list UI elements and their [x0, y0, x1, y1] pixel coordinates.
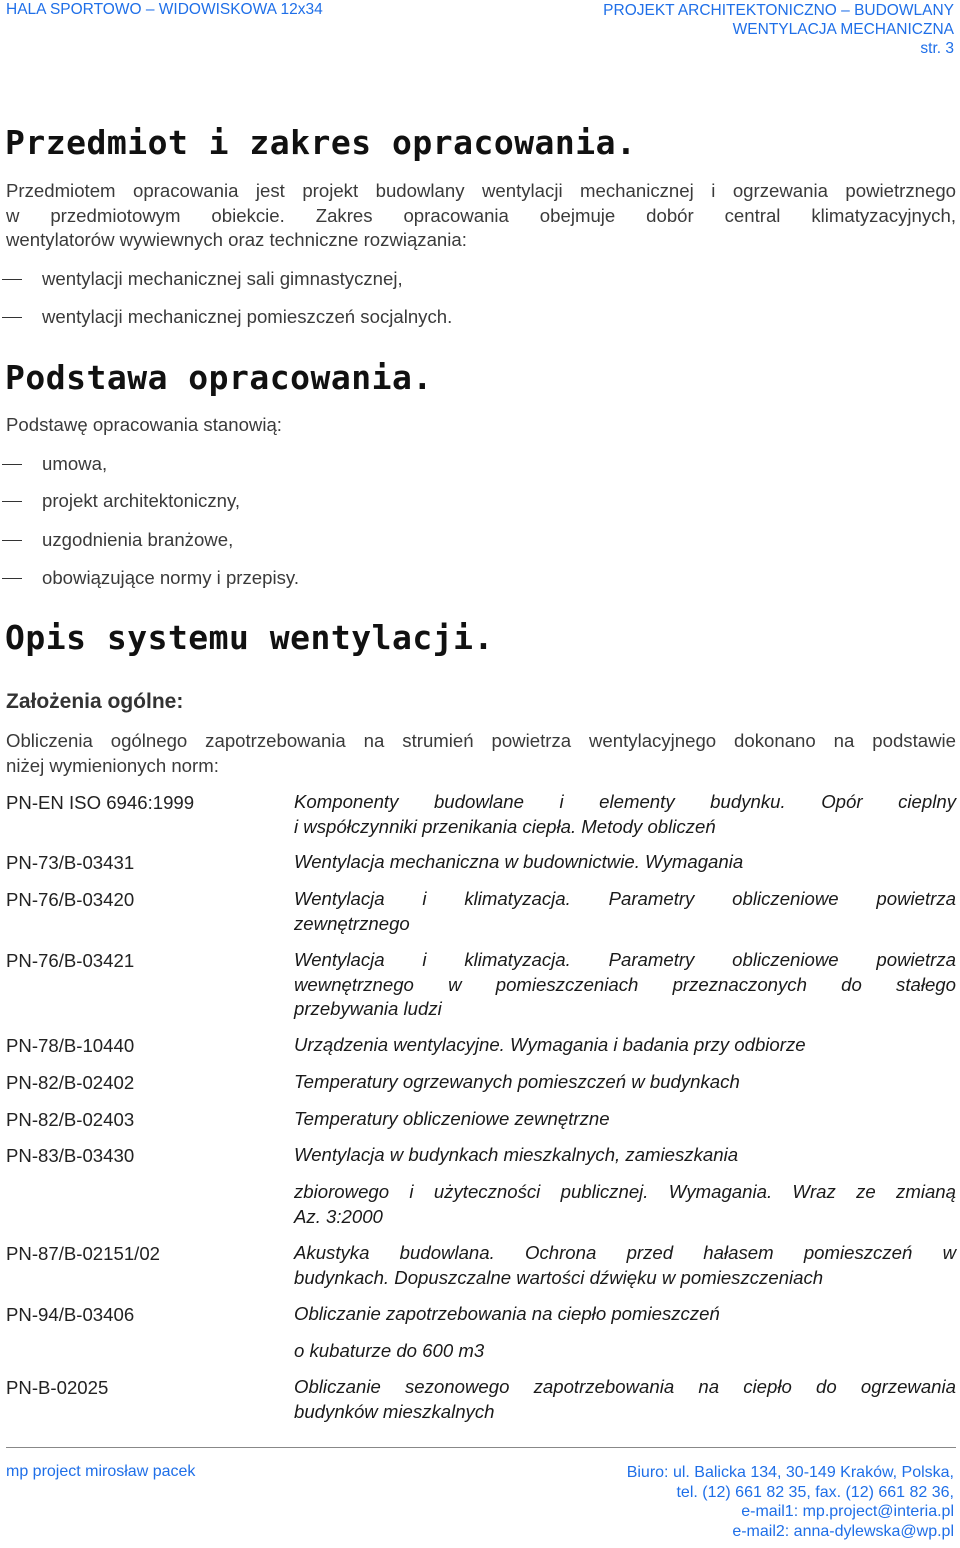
- dash-bullet: [2, 501, 22, 502]
- section-title-przedmiot: Przedmiot i zakres opracowania.: [5, 123, 637, 162]
- bullet-text: wentylacji mechanicznej pomieszczeń socjalnych.: [42, 306, 453, 327]
- norm-description-line: Komponenty budowlane i elementy budynku. Opór cieplny: [294, 791, 956, 812]
- norm-description-line: Akustyka budowlana. Ochrona przed hałasem pomieszczeń w: [294, 1242, 956, 1263]
- paragraph-line: Przedmiotem opracowania jest projekt budowlany wentylacji mechanicznej i ogrzewania powietrznego: [6, 180, 956, 201]
- paragraph-line: niżej wymienionych norm:: [6, 754, 219, 776]
- section-title-podstawa: Podstawa opracowania.: [5, 358, 433, 397]
- header-project: [603, 1, 954, 58]
- section-subtitle: Założenia ogólne:: [6, 690, 184, 713]
- header-title: HALA SPORTOWO – WIDOWISKOWA 12x34: [6, 1, 323, 18]
- norm-code: PN-82/B-02403: [6, 1109, 135, 1130]
- section2-intro: Podstawę opracowania stanowią:: [6, 414, 282, 435]
- norm-description-line: przebywania ludzi: [294, 998, 442, 1019]
- norm-description-line: o kubaturze do 600 m3: [294, 1340, 485, 1361]
- norm-description-line: budynków mieszkalnych: [294, 1400, 495, 1422]
- footer-address: Biuro: ul. Balicka 134, 30-149 Kraków, Polska,: [626, 1464, 954, 1481]
- norm-description: [294, 1070, 956, 1095]
- norm-description-line: budynkach. Dopuszczalne wartości dźwięku w pomieszczeniach: [294, 1266, 824, 1288]
- paragraph-line: Obliczenia ogólnego zapotrzebowania na strumień powietrza wentylacyjnego dokonano na podstawie: [6, 730, 956, 751]
- dash-bullet: [2, 279, 22, 280]
- norm-description-line: Wentylacja i klimatyzacja. Parametry obliczeniowe powietrza: [294, 888, 956, 909]
- norm-code: PN-EN ISO 6946:1999: [6, 792, 195, 813]
- norm-description-line: zbiorowego i użyteczności publicznej. Wymagania. Wraz ze zmianą: [294, 1181, 956, 1202]
- norm-description: [294, 948, 956, 1022]
- norm-description: [294, 1143, 956, 1168]
- norm-code: PN-87/B-02151/02: [6, 1243, 161, 1264]
- norm-description-line: Temperatury ogrzewanych pomieszczeń w budynkach: [294, 1071, 740, 1092]
- bullet-text: projekt architektoniczny,: [42, 490, 241, 511]
- norm-description-line: Temperatury obliczeniowe zewnętrzne: [294, 1108, 610, 1129]
- footer-company: mp project mirosław pacek: [6, 1463, 196, 1480]
- norm-description-line: Wentylacja i klimatyzacja. Parametry obliczeniowe powietrza: [294, 949, 956, 970]
- section3-paragraph: [6, 729, 956, 778]
- norm-code: PN-82/B-02402: [6, 1072, 135, 1093]
- norm-description: [294, 1107, 956, 1132]
- norm-code: PN-83/B-03430: [6, 1145, 135, 1166]
- dash-bullet: [2, 464, 22, 465]
- norm-description-line: zewnętrznego: [294, 912, 410, 934]
- dash-bullet: [2, 578, 22, 579]
- norm-description: [294, 887, 956, 936]
- section1-paragraph: [6, 179, 956, 253]
- norm-description: [294, 850, 956, 875]
- footer-phone: tel. (12) 661 82 35, fax. (12) 661 82 36,: [676, 1483, 954, 1501]
- norm-code: PN-76/B-03420: [6, 889, 135, 910]
- norm-code: PN-78/B-10440: [6, 1035, 135, 1056]
- norm-description: [294, 1241, 956, 1290]
- footer-divider: [6, 1447, 956, 1448]
- norm-description-line: wewnętrznego w pomieszczeniach przeznaczonych do stałego: [294, 973, 956, 995]
- norm-description-line: Wentylacja w budynkach mieszkalnych, zamieszkania: [294, 1144, 739, 1165]
- norm-description-line: Az. 3:2000: [294, 1205, 383, 1227]
- norm-code: PN-94/B-03406: [6, 1304, 135, 1325]
- norm-description: [294, 1180, 956, 1229]
- footer-email1: e-mail1: mp.project@interia.pl: [741, 1503, 954, 1520]
- norm-description-line: Obliczanie zapotrzebowania na ciepło pomieszczeń: [294, 1303, 720, 1324]
- norm-code: PN-76/B-03421: [6, 950, 135, 971]
- footer-contact: [627, 1463, 954, 1541]
- footer-email2: e-mail2: anna-dylewska@wp.pl: [732, 1522, 954, 1540]
- norm-code: PN-B-02025: [6, 1377, 109, 1398]
- norm-description: [294, 1339, 956, 1364]
- paragraph-line: w przedmiotowym obiekcie. Zakres opracowania obejmuje dobór central klimatyzacyjnych,: [6, 204, 956, 226]
- norm-description: [294, 790, 956, 839]
- header-project-line2: WENTYLACJA MECHANICZNA: [732, 21, 954, 38]
- bullet-text: wentylacji mechanicznej sali gimnastycznej,: [42, 268, 403, 289]
- bullet-text: obowiązujące normy i przepisy.: [42, 567, 299, 588]
- norm-description-line: Urządzenia wentylacyjne. Wymagania i badania przy odbiorze: [294, 1034, 806, 1055]
- dash-bullet: [2, 540, 22, 541]
- bullet-text: uzgodnienia branżowe,: [42, 529, 234, 550]
- norm-description-line: Wentylacja mechaniczna w budownictwie. Wymagania: [294, 851, 744, 872]
- norm-description: [294, 1033, 956, 1058]
- norm-code: PN-73/B-03431: [6, 852, 135, 873]
- page-number: str. 3: [920, 40, 954, 57]
- dash-bullet: [2, 317, 22, 318]
- header-project-line1: PROJEKT ARCHITEKTONICZNO – BUDOWLANY: [603, 2, 954, 19]
- bullet-text: umowa,: [42, 453, 108, 474]
- paragraph-line: wentylatorów wywiewnych oraz techniczne rozwiązania:: [6, 229, 467, 250]
- norm-description-line: Obliczanie sezonowego zapotrzebowania na ciepło do ogrzewania: [294, 1376, 956, 1397]
- section-title-opis: Opis systemu wentylacji.: [5, 618, 494, 657]
- norm-description: [294, 1375, 956, 1424]
- norm-description: [294, 1302, 956, 1327]
- norm-description-line: i współczynniki przenikania ciepła. Metody obliczeń: [294, 815, 716, 837]
